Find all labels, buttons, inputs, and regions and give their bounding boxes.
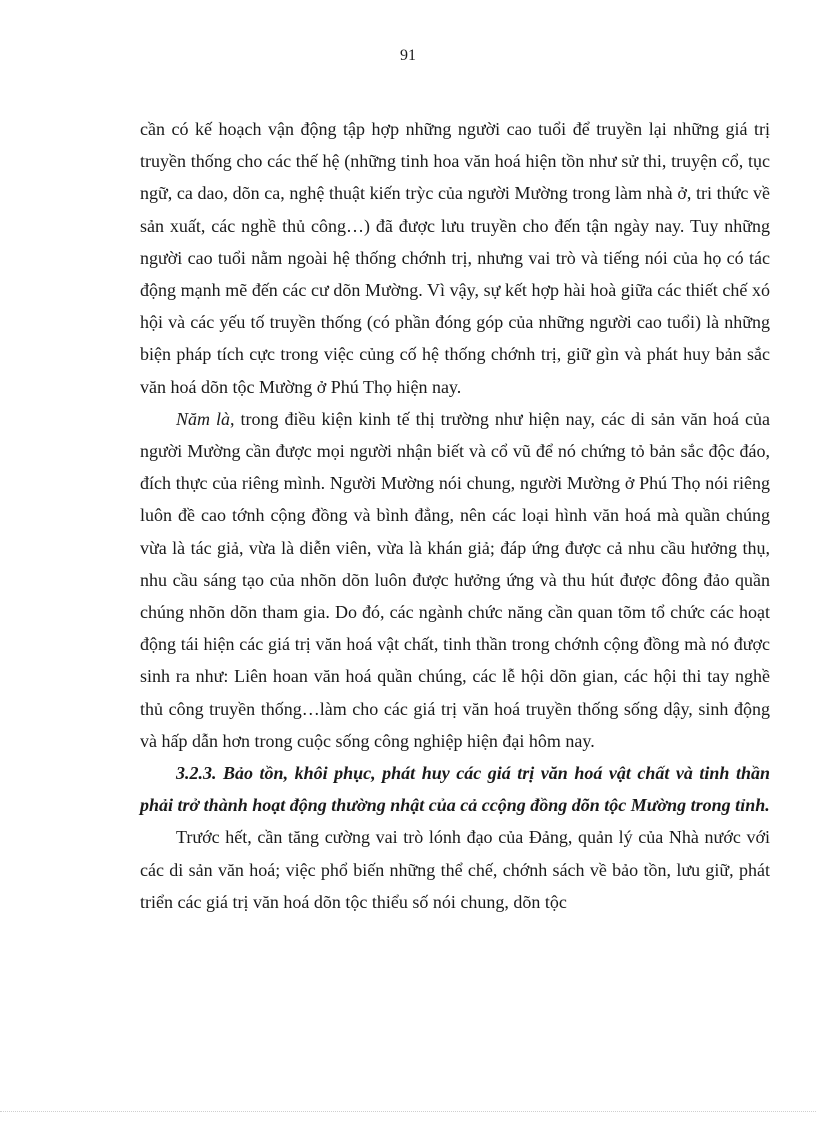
paragraph-truoc-het: Trước hết, cần tăng cường vai trò lónh đạo của Đảng, quản lý của Nhà nước với các di sản văn hoá; việc phổ biến những thể chế, chớnh sách về bảo tồn, lưu giữ, phát triển các giá trị văn hoá dõn tộc thiểu số nói chung, dõn tộc bbox=[140, 827, 770, 912]
page-number: 91 bbox=[400, 47, 416, 64]
paragraph-body-text: , trong điều kiện kinh tế thị trường như hiện nay, các di sản văn hoá của người Mường cần được mọi người nhận biết và cổ vũ để nó chứng tỏ bản sắc độc đáo, đích thực của riêng mình. Người Mường nói chung, người Mường ở Phú Thọ nói riêng luôn đề cao tớnh cộng đồng và bình đẳng, nên các loại hình văn hoá mà quần chúng vừa là tác giả, vừa là diễn viên, vừa là khán giả; đáp ứng được cả nhu cầu hưởng thụ, nhu cầu sáng tạo của nhõn dõn luôn được hưởng ứng và thu hút được đông đảo quần chúng nhõn dõn tham gia. Do đó, các ngành chức năng cần quan tõm tổ chức các hoạt động tái hiện các giá trị văn hoá vật chất, tinh thần trong chớnh cộng đồng mà nó được sinh ra như: Liên hoan văn hoá quần chúng, các lễ hội dõn gian, các hội thi tay nghề thủ công truyền thống…làm cho các giá trị văn hoá truyền thống sống dậy, sinh động và hấp dẫn hơn trong cuộc sống công nghiệp hiện đại hôm nay. bbox=[140, 408, 770, 751]
paragraph-lead-italic: Năm là bbox=[176, 408, 231, 429]
document-body bbox=[140, 113, 770, 918]
paragraph-nam-la bbox=[140, 403, 770, 757]
paragraph-continuation: cần có kế hoạch vận động tập hợp những người cao tuổi để truyền lại những giá trị truyền thống cho các thế hệ (những tinh hoa văn hoá hiện tồn như sử thi, truyện cổ, tục ngữ, ca dao, dõn ca, nghệ thuật kiến trỳc của người Mường trong làm nhà ở, tri thức về sản xuất, các nghề thủ công…) đã được lưu truyền cho đến tận ngày nay. Tuy những người cao tuổi nằm ngoài hệ thống chớnh trị, nhưng vai trò và tiếng nói của họ có tác động mạnh mẽ đến các cư dõn Mường. Vì vậy, sự kết hợp hài hoà giữa các thiết chế xó hội và các yếu tố truyền thống (có phần đóng góp của những người cao tuổi) là những biện pháp tích cực trong việc củng cố hệ thống chớnh trị, giữ gìn và phát huy bản sắc văn hoá dõn tộc Mường ở Phú Thọ hiện nay. bbox=[140, 119, 770, 397]
section-heading: 3.2.3. Bảo tồn, khôi phục, phát huy các giá trị văn hoá vật chất và tinh thần phải trở thành hoạt động thường nhật của cả ccộng đồng dõn tộc Mường trong tỉnh. bbox=[140, 763, 770, 816]
page-bottom-border bbox=[0, 1111, 816, 1112]
